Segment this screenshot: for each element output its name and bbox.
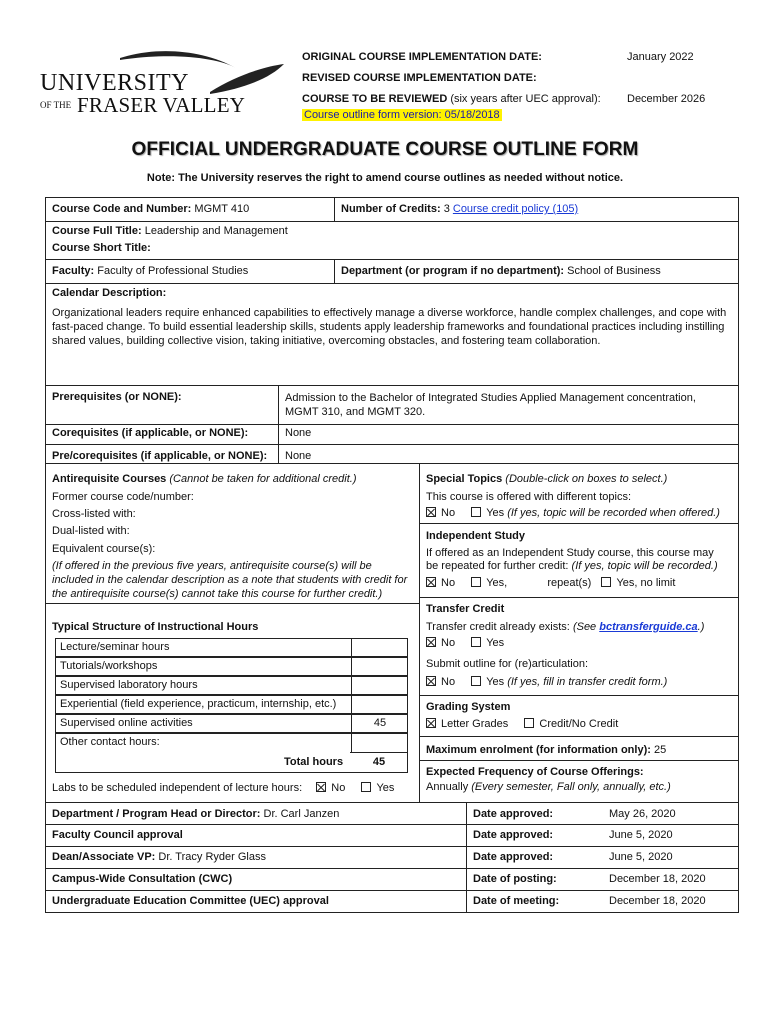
total-hours-label: Total hours	[284, 756, 344, 768]
independent-label: Independent Study	[426, 530, 525, 542]
independent-text1: If offered as an Independent Study course, this course may	[426, 547, 714, 559]
calendar-description: Organizational leaders require enhanced capabilities to effectively manage a diverse workforce, handle complex challenges, and cope with fast-paced change. To build essential leadership skills, students apply leadership frameworks and foundational practices including instilling shared values, building collective vision, taking initiative, overcoming obstacles, and fostering team collaboration.	[52, 307, 727, 347]
special-topics-options: No Yes (If yes, topic will be recorded when offered.)	[426, 507, 720, 519]
approval-date: May 26, 2020	[609, 808, 676, 820]
antireq-former: Former course code/number:	[52, 491, 194, 503]
transfer-submit: Submit outline for (re)articulation:	[426, 658, 589, 670]
hours-row-lecture: Lecture/seminar hours	[55, 638, 408, 657]
coreq-value: None	[285, 427, 312, 439]
transfer-exists-options: No Yes	[426, 637, 504, 649]
frequency-value: Annually (Every semester, Fall only, annually, etc.)	[426, 781, 671, 793]
independent-text2: be repeated for further credit: (If yes, topic will be recorded.)	[426, 560, 718, 572]
transfer-exists-yes-checkbox[interactable]	[471, 637, 481, 647]
labs-no-checkbox[interactable]	[316, 782, 326, 792]
grading-label: Grading System	[426, 701, 511, 713]
hours-input[interactable]: 45	[351, 715, 408, 732]
transfer-exists: Transfer credit already exists: (See bctransferguide.ca.)	[426, 621, 705, 633]
prereq-label: Prerequisites (or NONE):	[52, 391, 182, 403]
approval-date-label: Date of meeting:	[473, 895, 560, 907]
special-topics-label: Special Topics (Double-click on boxes to select.)	[426, 473, 668, 485]
labs-yes-checkbox[interactable]	[361, 782, 371, 792]
review-date-value: December 2026	[627, 93, 706, 105]
transfer-submit-options: No Yes (If yes, fill in transfer credit form.)	[426, 676, 667, 688]
frequency-label: Expected Frequency of Course Offerings:	[426, 766, 644, 778]
antireq-italic-note: (If offered in the previous five years, antirequisite course(s) will be included in the calendar description as a note that students with credit for the antirequisite course(s) cannot take this course for further credit.)	[52, 560, 408, 600]
approval-date-label: Date of posting:	[473, 873, 557, 885]
antireq-dual: Dual-listed with:	[52, 525, 130, 537]
independent-yes-checkbox[interactable]	[471, 577, 481, 587]
independent-no-limit-checkbox[interactable]	[601, 577, 611, 587]
original-date-label: ORIGINAL COURSE IMPLEMENTATION DATE:	[302, 51, 542, 63]
antireq-equivalent: Equivalent course(s):	[52, 543, 156, 555]
approval-date: June 5, 2020	[609, 851, 673, 863]
logo-university: UNIVERSITY	[40, 70, 189, 96]
coreq-label: Corequisites (if applicable, or NONE):	[52, 427, 249, 439]
hours-row-other: Other contact hours:	[55, 733, 408, 773]
credit-policy-link[interactable]: Course credit policy (105)	[452, 203, 579, 215]
disclaimer-note: Note: The University reserves the right to amend course outlines as needed without notice.	[146, 172, 624, 184]
transfer-exists-no-checkbox[interactable]	[426, 637, 436, 647]
approval-uec: Undergraduate Education Committee (UEC) approval	[52, 895, 329, 907]
approval-date: December 18, 2020	[609, 895, 706, 907]
precoreq-label: Pre/corequisites (if applicable, or NONE):	[52, 450, 268, 462]
independent-no-checkbox[interactable]	[426, 577, 436, 587]
hours-row-lab: Supervised laboratory hours	[55, 676, 408, 695]
approval-date: June 5, 2020	[609, 829, 673, 841]
hours-input[interactable]	[351, 658, 408, 675]
prereq-value: Admission to the Bachelor of Integrated Studies Applied Management concentration, MGMT 310, and MGMT 320.	[285, 392, 696, 418]
transfer-submit-yes-checkbox[interactable]	[471, 676, 481, 686]
department: Department (or program if no department): School of Business	[341, 265, 661, 277]
full-title: Course Full Title: Leadership and Management	[52, 225, 288, 237]
hours-label: Typical Structure of Instructional Hours	[52, 621, 259, 633]
special-topics-text: This course is offered with different topics:	[426, 491, 632, 503]
approval-date-label: Date approved:	[473, 851, 554, 863]
independent-options: No Yes, repeat(s) Yes, no limit	[426, 577, 675, 589]
logo-fraser-valley: FRASER VALLEY	[77, 93, 246, 117]
antireq-label: Antirequisite Courses (Cannot be taken for additional credit.)	[52, 473, 357, 485]
max-enrolment: Maximum enrolment (for information only): 25	[426, 744, 667, 756]
grading-options: Letter Grades Credit/No Credit	[426, 718, 618, 730]
hours-input[interactable]	[351, 677, 408, 694]
special-topics-no-checkbox[interactable]	[426, 507, 436, 517]
credit-no-credit-checkbox[interactable]	[524, 718, 534, 728]
approval-date-label: Date approved:	[473, 829, 554, 841]
transfer-label: Transfer Credit	[426, 603, 505, 615]
calendar-label: Calendar Description:	[52, 287, 167, 299]
faculty: Faculty: Faculty of Professional Studies	[52, 265, 249, 277]
special-topics-yes-checkbox[interactable]	[471, 507, 481, 517]
approval-dean: Dean/Associate VP: Dr. Tracy Ryder Glass	[52, 851, 266, 863]
course-code: Course Code and Number: MGMT 410	[52, 203, 250, 215]
approval-dept-head: Department / Program Head or Director: Dr. Carl Janzen	[52, 808, 340, 820]
hours-row-tutorials: Tutorials/workshops	[55, 657, 408, 676]
original-date-value: January 2022	[627, 51, 694, 63]
university-logo	[40, 48, 250, 118]
letter-grades-checkbox[interactable]	[426, 718, 436, 728]
short-title: Course Short Title:	[52, 242, 151, 254]
hours-row-experiential: Experiential (field experience, practicum, internship, etc.)	[55, 695, 408, 714]
form-version: Course outline form version: 05/18/2018	[304, 109, 500, 121]
hours-input[interactable]	[351, 639, 408, 656]
hours-input[interactable]	[351, 696, 408, 713]
page-title: OFFICIAL UNDERGRADUATE COURSE OUTLINE FORM	[131, 139, 639, 160]
hours-row-online: Supervised online activities 45	[55, 714, 408, 733]
approval-date: December 18, 2020	[609, 873, 706, 885]
logo-of-the: OF THE	[40, 100, 72, 110]
labs-independent: Labs to be scheduled independent of lecture hours: No Yes	[52, 782, 395, 794]
precoreq-value: None	[285, 450, 312, 462]
credits: Number of Credits: 3 Course credit policy (105)	[341, 203, 579, 215]
antireq-cross: Cross-listed with:	[52, 508, 136, 520]
bctransferguide-link[interactable]: bctransferguide.ca	[599, 621, 698, 633]
total-hours-value: 45	[372, 756, 386, 768]
hours-input[interactable]	[351, 734, 408, 753]
review-date-label: COURSE TO BE REVIEWED (six years after UEC approval):	[302, 93, 601, 105]
transfer-submit-no-checkbox[interactable]	[426, 676, 436, 686]
approval-cwc: Campus-Wide Consultation (CWC)	[52, 873, 233, 885]
revised-date-label: REVISED COURSE IMPLEMENTATION DATE:	[302, 72, 537, 84]
approval-faculty-council: Faculty Council approval	[52, 829, 183, 841]
approval-date-label: Date approved:	[473, 808, 554, 820]
